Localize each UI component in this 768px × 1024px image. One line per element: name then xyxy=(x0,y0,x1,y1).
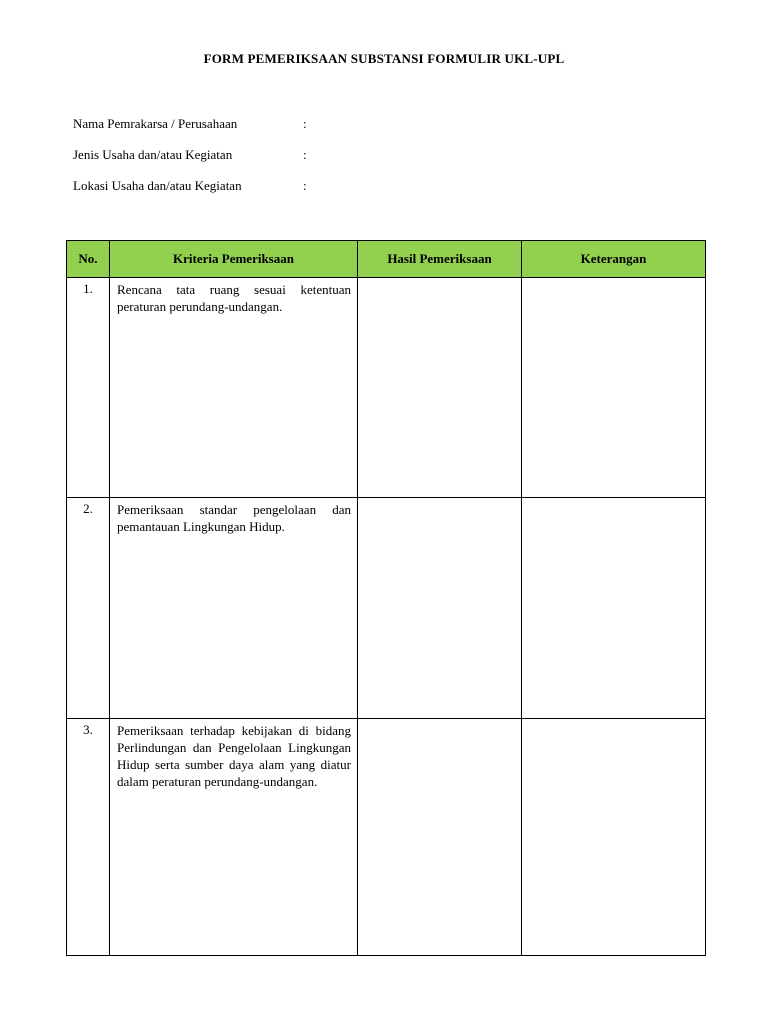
row-number: 1. xyxy=(67,278,110,498)
row-hasil-cell[interactable] xyxy=(358,498,522,719)
table-header-row xyxy=(67,241,706,278)
field-lokasi-usaha xyxy=(73,178,307,194)
field-label: Nama Pemrakarsa / Perusahaan xyxy=(73,116,238,131)
field-colon: : xyxy=(303,178,307,193)
row-number: 3. xyxy=(67,719,110,956)
row-kriteria: Pemeriksaan standar pengelolaan dan pemantauan Lingkungan Hidup. xyxy=(110,498,358,719)
header-no: No. xyxy=(67,241,110,278)
table-row xyxy=(67,498,706,719)
header-keterangan: Keterangan xyxy=(522,241,706,278)
field-colon: : xyxy=(303,147,307,162)
field-jenis-usaha xyxy=(73,147,307,163)
field-nama-pemrakarsa xyxy=(73,116,307,132)
row-hasil-cell[interactable] xyxy=(358,719,522,956)
field-label: Jenis Usaha dan/atau Kegiatan xyxy=(73,147,233,162)
table-row xyxy=(67,719,706,956)
examination-table xyxy=(66,240,706,956)
field-label: Lokasi Usaha dan/atau Kegiatan xyxy=(73,178,242,193)
table-row xyxy=(67,278,706,498)
row-keterangan-cell[interactable] xyxy=(522,278,706,498)
row-number: 2. xyxy=(67,498,110,719)
field-colon: : xyxy=(303,116,307,131)
row-hasil-cell[interactable] xyxy=(358,278,522,498)
row-kriteria: Rencana tata ruang sesuai ketentuan peraturan perundang-undangan. xyxy=(110,278,358,498)
header-kriteria: Kriteria Pemeriksaan xyxy=(110,241,358,278)
document-title: FORM PEMERIKSAAN SUBSTANSI FORMULIR UKL-UPL xyxy=(203,51,565,66)
row-keterangan-cell[interactable] xyxy=(522,498,706,719)
header-hasil: Hasil Pemeriksaan xyxy=(358,241,522,278)
row-keterangan-cell[interactable] xyxy=(522,719,706,956)
row-kriteria: Pemeriksaan terhadap kebijakan di bidang Perlindungan dan Pengelolaan Lingkungan Hidup serta sumber daya alam yang diatur dalam peraturan perundang-undangan. xyxy=(110,719,358,956)
